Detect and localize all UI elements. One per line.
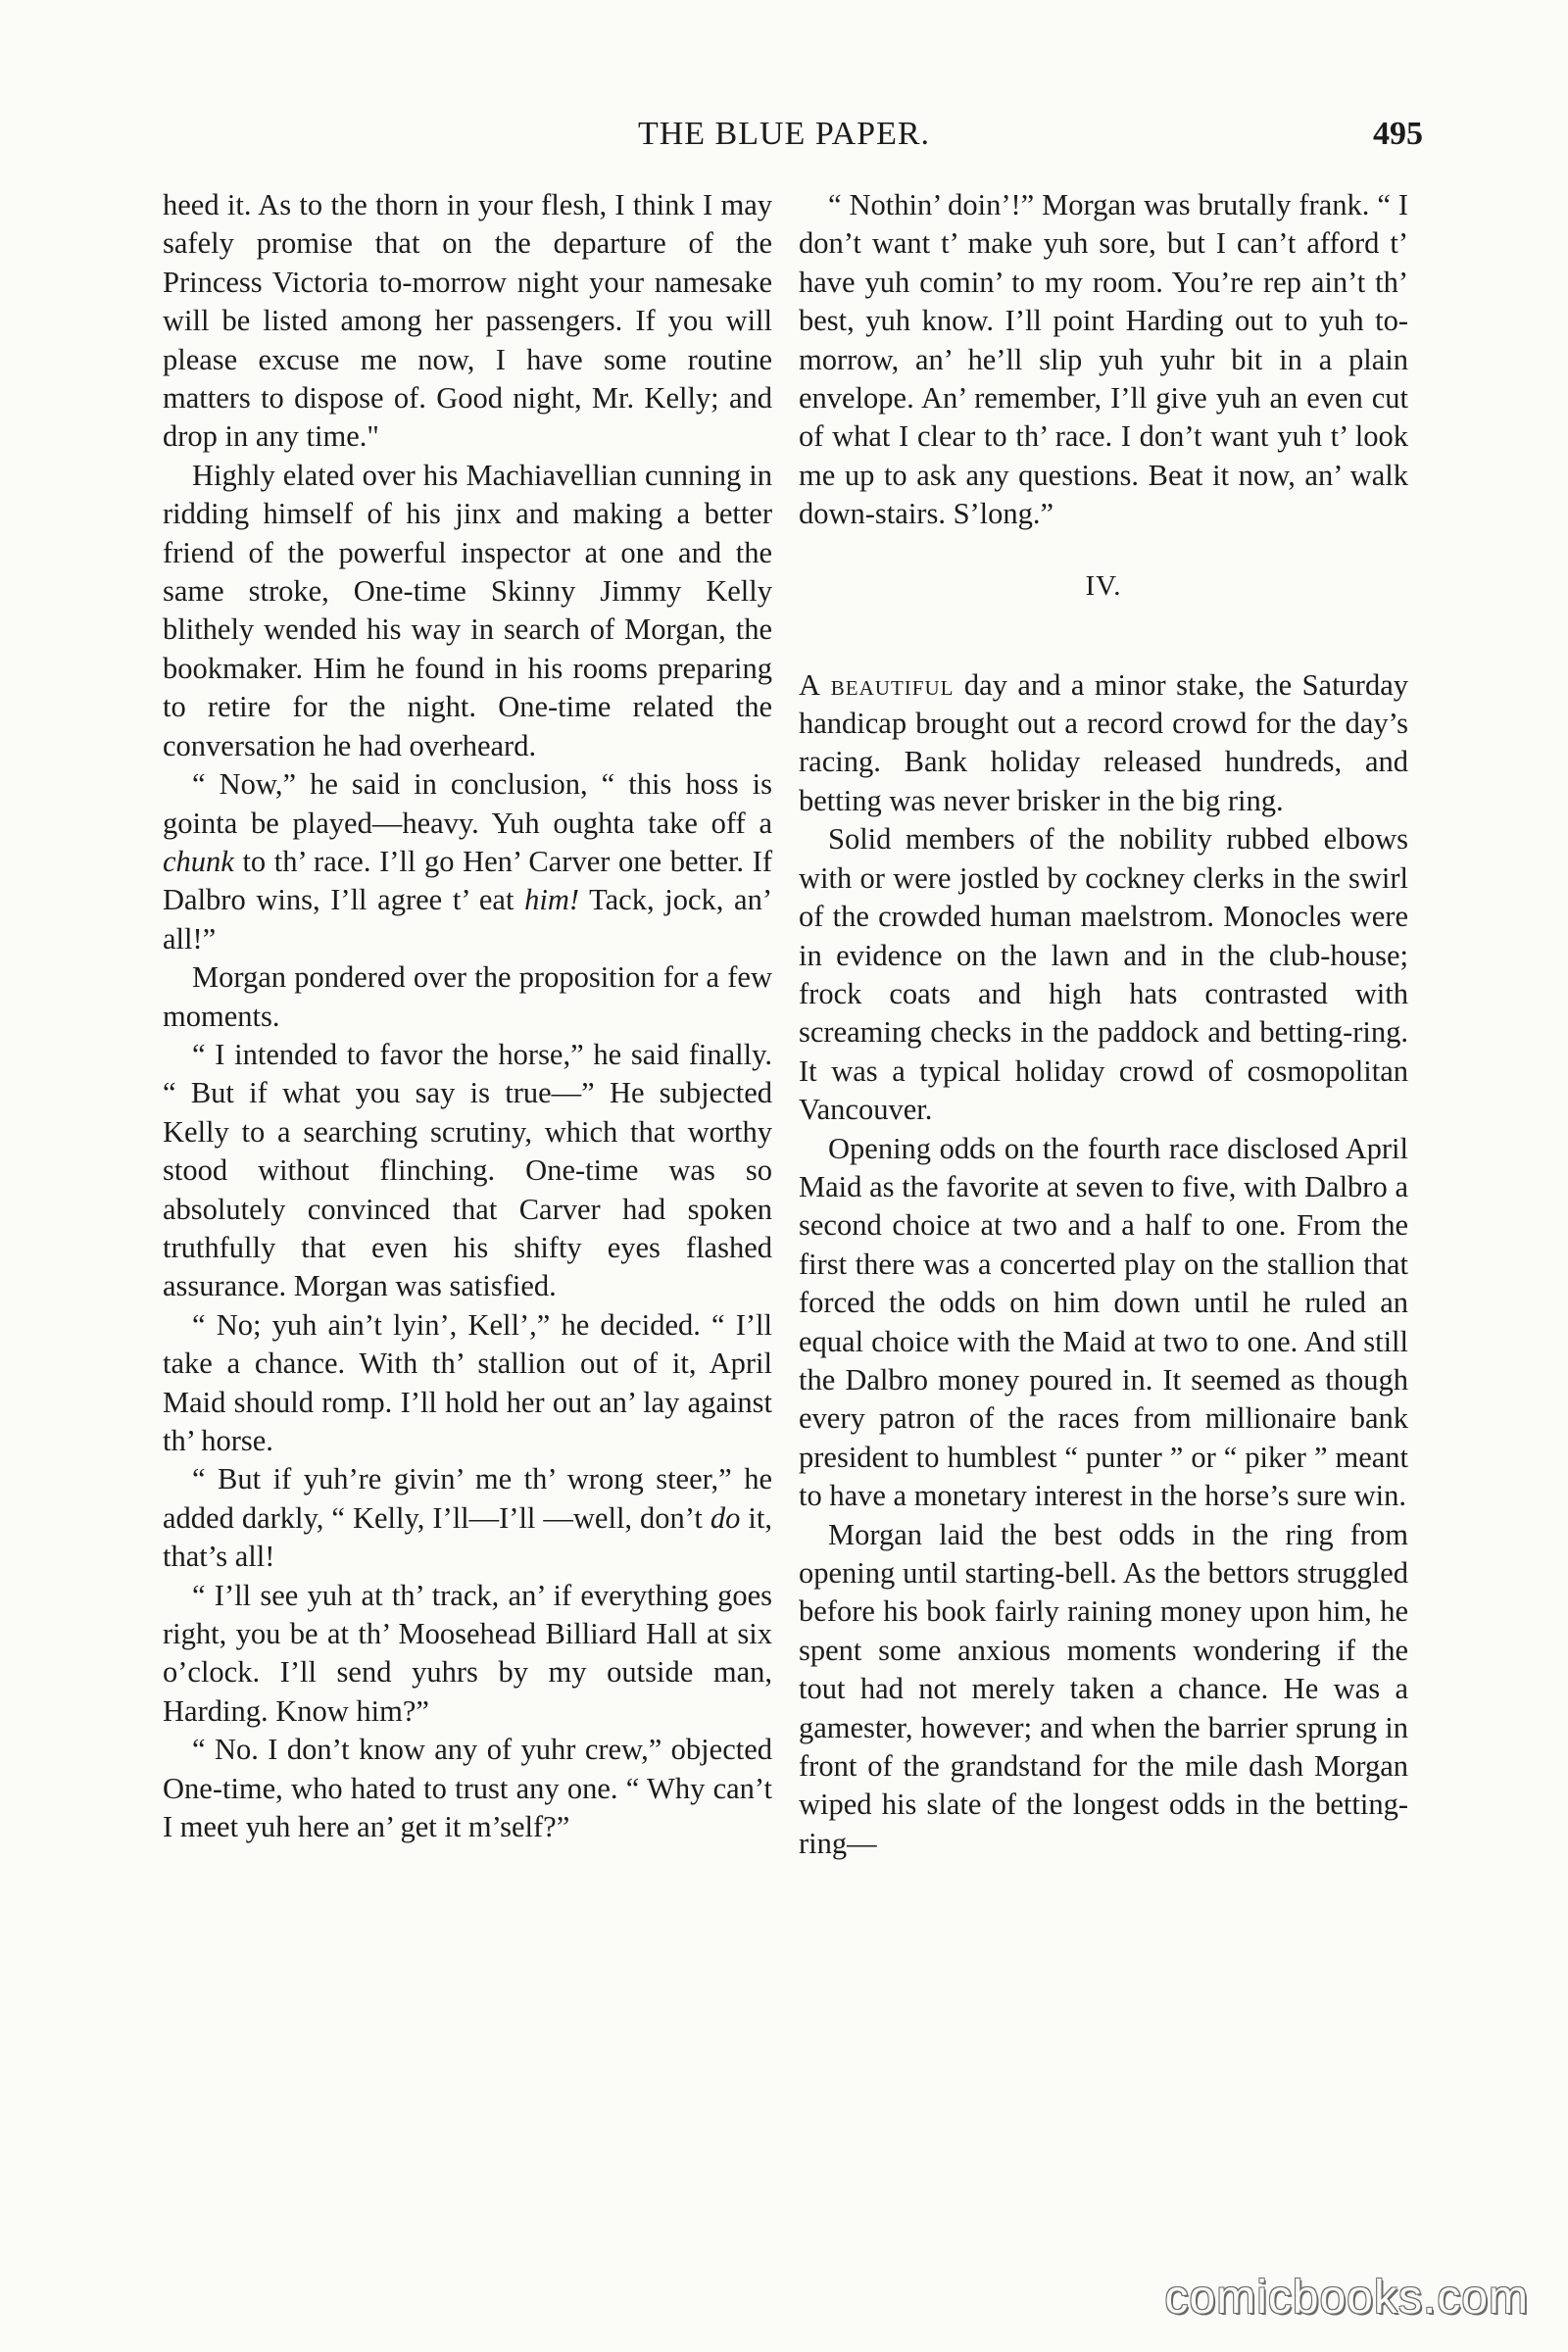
paragraph: “ I intended to favor the horse,” he said finally. “ But if what you say is true—” He subjected Kelly to a searching scrutiny, which that worthy stood without flinching. One-time was so absolutely convinced that Carver had spoken truthfully that even his shifty eyes flashed assurance. Morgan was satisfied.: [163, 1037, 772, 1303]
right-column-upper-text: [799, 186, 1408, 534]
page-header: [0, 116, 1568, 165]
section-heading: IV.: [1085, 569, 1122, 602]
left-text-column: [163, 186, 772, 1846]
paragraph: A beautiful day and a minor stake, the Saturday handicap brought out a record crowd for the day’s racing. Bank holiday released hundreds, and betting was never brisker in the big ring.: [799, 667, 1408, 817]
paragraph: “ No. I don’t know any of yuhr crew,” objected One-time, who hated to trust any one. “ Why can’t I meet yuh here an’ get it m’self?”: [163, 1733, 772, 1844]
paragraph: “ Now,” he said in conclusion, “ this hoss is gointa be played—heavy. Yuh oughta take off a chunk to th’ race. I’ll go Hen’ Carver one better. If Dalbro wins, I’ll agree t’ eat him! Tack, jock, an’ all!”: [163, 767, 772, 956]
paragraph: Morgan pondered over the proposition for a few moments.: [163, 960, 772, 1033]
watermark-logo: comicbooks.com: [1164, 2272, 1529, 2324]
right-column-lower-text: [799, 666, 1408, 1864]
paragraph: Morgan laid the best odds in the ring from opening until starting-bell. As the bettors struggled before his book fairly raining money upon him, he spent some anxious moments wondering if the tout had not merely taken a chance. He was a gamester, however; and when the barrier sprung in front of the grandstand for the mile dash Morgan wiped his slate of the longest odds in the betting-ring—: [799, 1517, 1408, 1860]
paragraph: Opening odds on the fourth race disclosed April Maid as the favorite at seven to five, with Dalbro a second choice at two and a half to one. From the first there was a concerted play on the stallion that forced the odds on him down until he ruled an equal choice with the Maid at two to one. And still the Dalbro money poured in. It seemed as though every patron of the races from millionaire bank president to humblest “ punter ” or “ piker ” meant to have a monetary interest in the horse’s sure win.: [799, 1131, 1408, 1513]
paragraph: “ I’ll see yuh at th’ track, an’ if everything goes right, you be at th’ Moosehead Billiard Hall at six o’clock. I’ll send yuhrs by my outside man, Harding. Know him?”: [163, 1578, 772, 1728]
paragraph: Solid members of the nobility rubbed elbows with or were jostled by cockney clerks in the swirl of the crowded human maelstrom. Monocles were in evidence on the lawn and in the club-house; frock coats and high hats contrasted with screaming checks in the paddock and betting-ring. It was a typical holiday crowd of cosmopolitan Vancouver.: [799, 822, 1408, 1127]
paragraph: “ But if yuh’re givin’ me th’ wrong steer,” he added darkly, “ Kelly, I’ll—I’ll —well, don’t do it, that’s all!: [163, 1462, 772, 1574]
paragraph: “ No; yuh ain’t lyin’, Kell’,” he decided. “ I’ll take a chance. With th’ stallion out of it, April Maid should romp. I’ll hold her out an’ lay against th’ horse.: [163, 1307, 772, 1457]
page-number: 495: [1373, 116, 1423, 152]
running-title: THE BLUE PAPER.: [637, 116, 931, 152]
paragraph: Highly elated over his Machiavellian cunning in ridding himself of his jinx and making a better friend of the powerful inspector at one and the same stroke, One-time Skinny Jimmy Kelly blithely wended his way in search of Morgan, the bookmaker. Him he found in his rooms preparing to retire for the night. One-time related the conversation he had overheard.: [163, 458, 772, 762]
paragraph: heed it. As to the thorn in your flesh, I think I may safely promise that on the departure of the Princess Victoria to-morrow night your namesake will be listed among her passengers. If you will please excuse me now, I have some routine matters to dispose of. Good night, Mr. Kelly; and drop in any time.": [163, 188, 772, 454]
paragraph: “ Nothin’ doin’!” Morgan was brutally frank. “ I don’t want t’ make yuh sore, but I can’t afford t’ have yuh comin’ to my room. You’re rep ain’t th’ best, yuh know. I’ll point Harding out to yuh to-morrow, an’ he’ll slip yuh yuhr bit in a plain envelope. An’ remember, I’ll give yuh an even cut of what I clear to th’ race. I don’t want yuh t’ look me up to ask any questions. Beat it now, an’ walk down-stairs. S’long.”: [799, 188, 1408, 531]
right-text-column: [799, 186, 1408, 1863]
